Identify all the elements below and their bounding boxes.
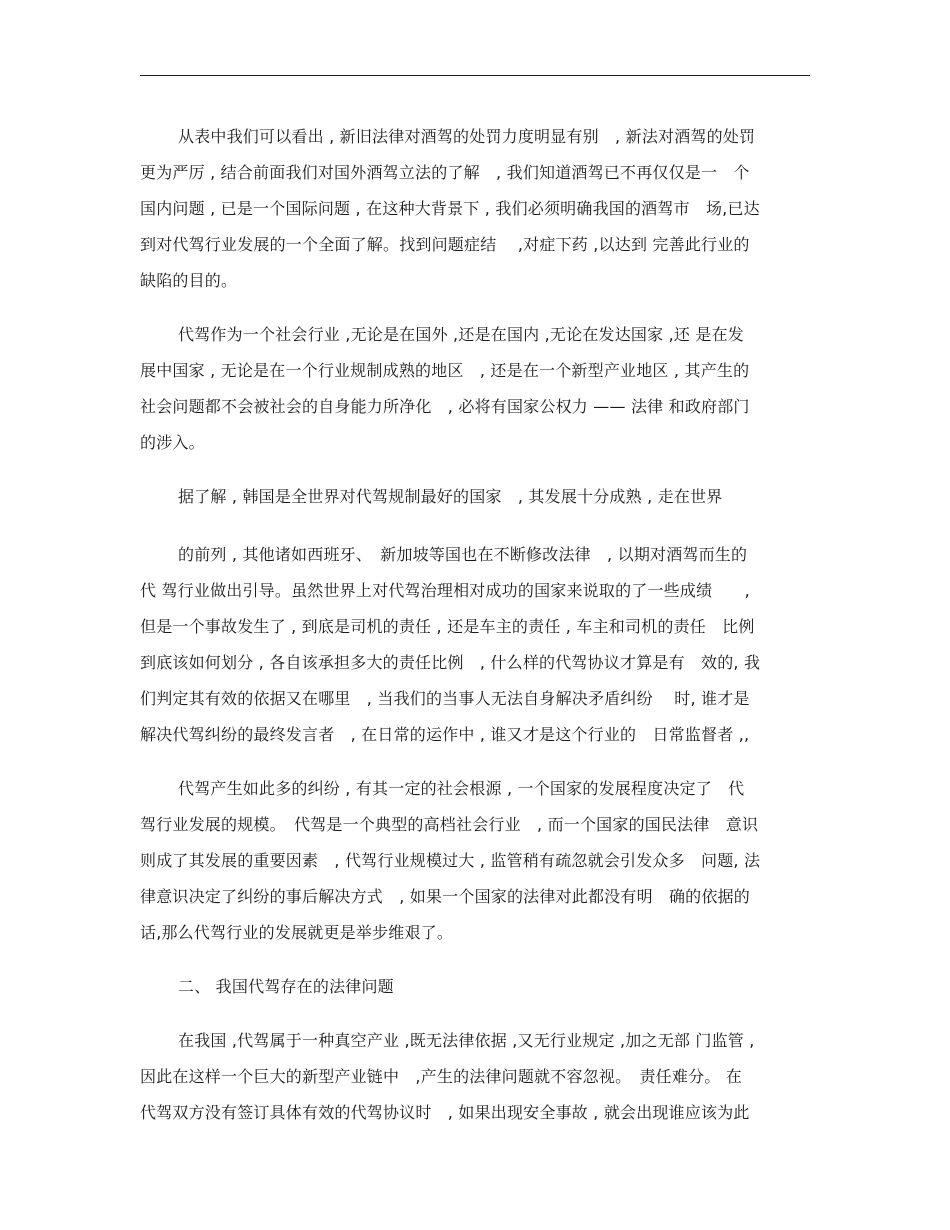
- heading-text: 二、 我国代驾存在的法律问题: [178, 977, 394, 996]
- text-line: 因此在这样一个巨大的新型产业链中 ,产生的法律问题就不容忽视。 责任难分。 在: [140, 1067, 742, 1086]
- text-line: 到底该如何划分 , 各自该承担多大的责任比例 , 什么样的代驾协议才算是有 效的, 我: [140, 653, 761, 672]
- text-line: 的涉入。: [140, 433, 205, 452]
- text-line: 据了解 , 韩国是全世界对代驾规制最好的国家 , 其发展十分成熟 , 走在世界: [178, 487, 723, 506]
- text-line: 代驾作为一个社会行业 ,无论是在国外 ,还是在国内 ,无论在发达国家 ,还 是在发: [178, 325, 744, 344]
- document-body: [140, 119, 810, 1131]
- text-line: 律意识决定了纠纷的事后解决方式 , 如果一个国家的法律对此都没有明 确的依据的: [140, 887, 750, 906]
- text-line: 在我国 ,代驾属于一种真空产业 ,既无法律依据 ,又无行业规定 ,加之无部 门监管 ,: [178, 1031, 755, 1050]
- paragraph-1: [140, 119, 810, 299]
- text-line: 展中国家 , 无论是在一个行业规制成熟的地区 , 还是在一个新型产业地区 , 其产生的: [140, 361, 750, 380]
- header-rule: [140, 75, 810, 76]
- paragraph-2: [140, 317, 810, 461]
- paragraph-gap: [140, 951, 810, 969]
- text-line: 到对代驾行业发展的一个全面了解。找到问题症结 ,对症下药 ,以达到 完善此行业的: [140, 235, 750, 254]
- text-line: 更为严厉 , 结合前面我们对国外酒驾立法的了解 , 我们知道酒驾已不再仅仅是一 个: [140, 163, 750, 182]
- text-line: 话,那么代驾行业的发展就更是举步维艰了。: [140, 923, 454, 942]
- paragraph-gap: [140, 299, 810, 317]
- paragraph-5: [140, 771, 810, 951]
- text-line: 驾行业发展的规模。 代驾是一个典型的高档社会行业 , 而一个国家的国民法律 意识: [140, 815, 759, 834]
- text-line: 国内问题 , 已是一个国际问题 , 在这种大背景下 , 我们必须明确我国的酒驾市 场,已达: [140, 199, 760, 218]
- paragraph-gap: [140, 461, 810, 479]
- paragraph-6: [140, 1023, 810, 1131]
- text-line: 但是一个事故发生了 , 到底是司机的责任 , 还是车主的责任 , 车主和司机的责任 比例: [140, 617, 755, 636]
- text-line: 代驾双方没有签订具体有效的代驾协议时 , 如果出现安全事故 , 就会出现谁应该为此: [140, 1103, 750, 1122]
- paragraph-gap: [140, 1005, 810, 1023]
- text-line: 代 驾行业做出引导。虽然世界上对代驾治理相对成功的国家来说取的了一些成绩 ,: [140, 581, 750, 600]
- text-line: 则成了其发展的重要因素 , 代驾行业规模过大 , 监管稍有疏忽就会引发众多 问题, 法: [140, 851, 761, 870]
- text-line: 缺陷的目的。: [140, 271, 238, 290]
- paragraph-3: [140, 479, 810, 515]
- text-line: 从表中我们可以看出 , 新旧法律对酒驾的处罚力度明显有别 , 新法对酒驾的处罚: [178, 127, 756, 146]
- text-line: 代驾产生如此多的纠纷 , 有其一定的社会根源 , 一个国家的发展程度决定了 代: [178, 779, 745, 798]
- section-heading: [140, 969, 810, 1005]
- text-line: 们判定其有效的依据又在哪里 , 当我们的当事人无法自身解决矛盾纠纷 时, 谁才是: [140, 689, 750, 708]
- text-line: 社会问题都不会被社会的自身能力所净化 , 必将有国家公权力 —— 法律 和政府部门: [140, 397, 750, 416]
- text-line: 解决代驾纠纷的最终发言者 , 在日常的运作中 , 谁又才是这个行业的 日常监督者 ,,: [140, 725, 750, 744]
- paragraph-gap: [140, 515, 810, 537]
- text-line: 的前列 , 其他诸如西班牙、 新加坡等国也在不断修改法律 , 以期对酒驾而生的: [178, 545, 748, 564]
- paragraph-gap: [140, 753, 810, 771]
- paragraph-4: [140, 537, 810, 753]
